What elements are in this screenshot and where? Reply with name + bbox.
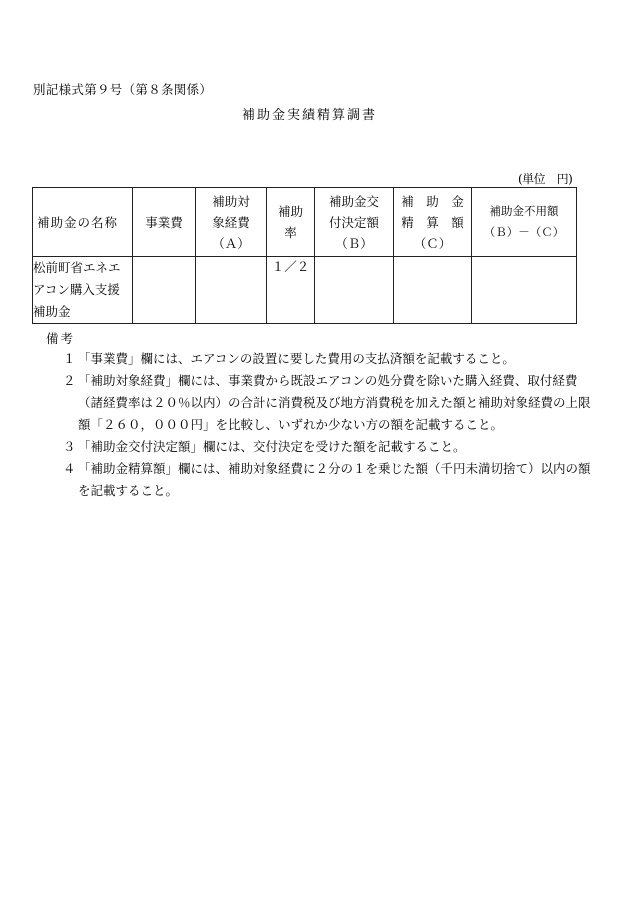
- col-header-settled-amount: 補 助 金 精 算 額 （Ｃ）: [394, 188, 472, 257]
- col-header-eligible-cost: 補助対 象経費 （Ａ）: [196, 188, 267, 257]
- cell-subsidy-rate: １／２: [267, 257, 315, 324]
- note-number: １: [63, 351, 76, 366]
- cell-subsidy-name: 松前町省エネエ アコン購入支援 補助金: [33, 257, 133, 324]
- col-header-unused-amount: 補助金不用額 （Ｂ）－（Ｃ）: [472, 188, 577, 257]
- note-text: 「事業費」欄には、エアコンの設置に要した費用の支払済額を記載すること。: [78, 351, 515, 366]
- cell-settled-amount[interactable]: [394, 257, 472, 324]
- cell-project-cost[interactable]: [133, 257, 196, 324]
- cell-eligible-cost[interactable]: [196, 257, 267, 324]
- cell-unused-amount[interactable]: [472, 257, 577, 324]
- list-item: [56, 436, 596, 458]
- cell-decided-amount[interactable]: [315, 257, 394, 324]
- remarks-heading: 備考: [46, 331, 76, 346]
- note-text: 「補助対象経費」欄には、事業費から既設エアコンの処分費を除いた購入経費、取付経費（諸経費率は２０％以内）の合計に消費税及び地方消費税を加えた額と補助対象経費の上限額「２６０，０００円」を比較し、いずれか少ない方の額を記載すること。: [78, 373, 591, 432]
- unit-label: (単位 円): [518, 172, 573, 186]
- document-title: 補助金実績精算調書: [242, 108, 378, 123]
- col-header-subsidy-name: 補助金の名称: [33, 188, 133, 257]
- form-label: 別記様式第９号（第８条関係）: [33, 82, 213, 97]
- list-item: [56, 370, 596, 436]
- col-header-project-cost: 事業費: [133, 188, 196, 257]
- note-text: 「補助金交付決定額」欄には、交付決定を受けた額を記載すること。: [78, 439, 466, 454]
- table-header-row: [33, 188, 577, 257]
- note-number: ４: [63, 461, 76, 476]
- list-item: [56, 348, 596, 370]
- note-number: ２: [63, 373, 76, 388]
- col-header-subsidy-rate: 補助 率: [267, 188, 315, 257]
- note-number: ３: [63, 439, 76, 454]
- remarks-list: [56, 348, 596, 502]
- settlement-table: [32, 187, 577, 324]
- list-item: [56, 458, 596, 502]
- col-header-decided-amount: 補助金交 付決定額 （Ｂ）: [315, 188, 394, 257]
- note-text: 「補助金精算額」欄には、補助対象経費に２分の１を乗じた額（千円未満切捨て）以内の額を記載すること。: [78, 461, 591, 498]
- table-row: [33, 257, 577, 324]
